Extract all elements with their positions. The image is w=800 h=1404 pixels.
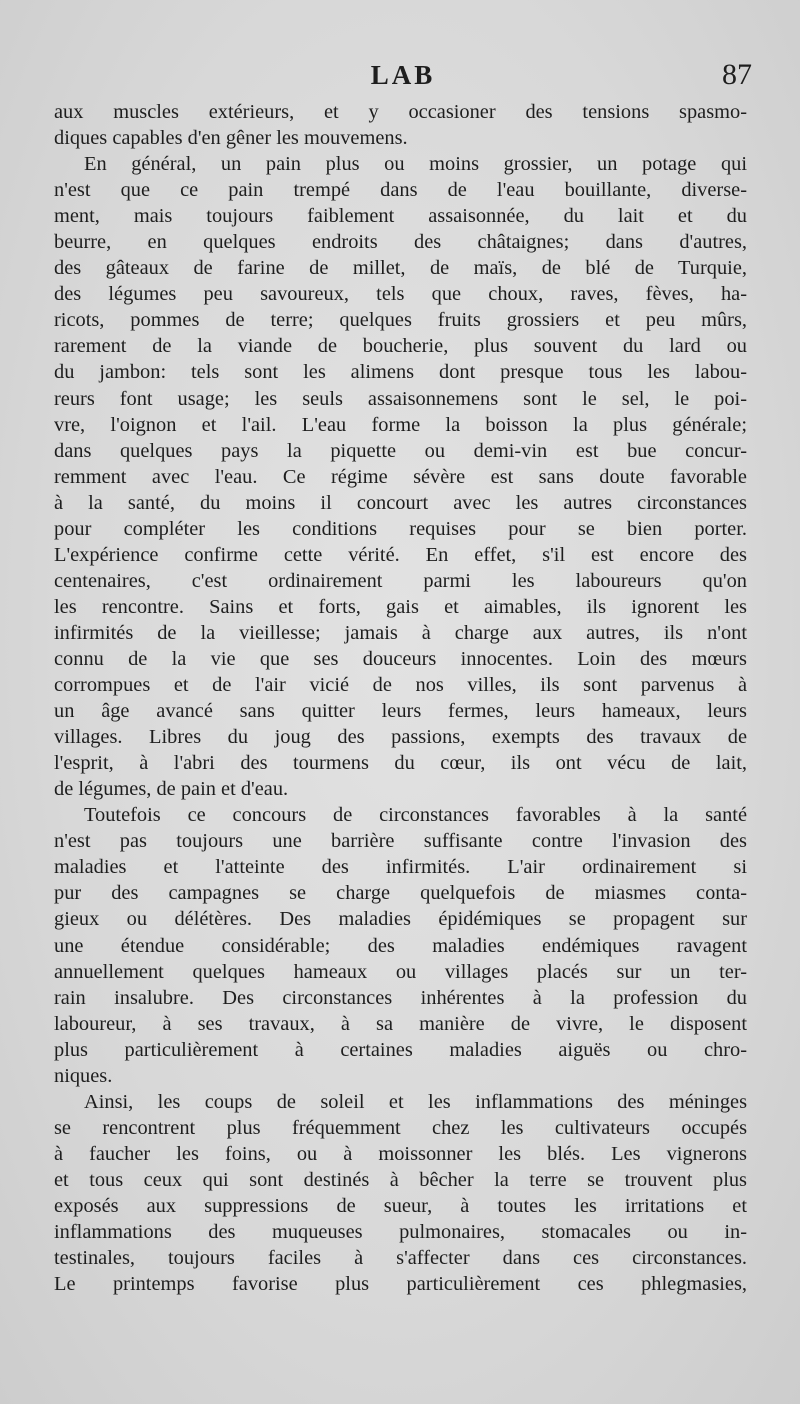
text-line: à la santé, du moins il concourt avec les autres circonstances bbox=[54, 491, 747, 514]
text-line: un âge avancé sans quitter leurs fermes, leurs hameaux, leurs bbox=[54, 700, 747, 723]
paragraph-start-line: En général, un pain plus ou moins grossier, un potage qui bbox=[84, 153, 747, 176]
text-line: diques capables d'en gêner les mouvemens. bbox=[54, 127, 408, 150]
running-head: LAB bbox=[370, 60, 436, 90]
text-line: remment avec l'eau. Ce régime sévère est sans doute favorable bbox=[54, 465, 747, 488]
text-line: une étendue considérable; des maladies endémiques ravagent bbox=[54, 934, 747, 957]
text-line: n'est que ce pain trempé dans de l'eau bouillante, diverse- bbox=[54, 179, 747, 202]
text-line: des légumes peu savoureux, tels que choux, raves, fèves, ha- bbox=[54, 283, 747, 306]
text-line: du jambon: tels sont les alimens dont presque tous les labou- bbox=[54, 361, 747, 384]
text-line: niques. bbox=[54, 1064, 113, 1087]
page-header bbox=[54, 60, 752, 100]
text-line: laboureur, à ses travaux, à sa manière de vivre, le disposent bbox=[54, 1012, 747, 1035]
text-line: et tous ceux qui sont destinés à bêcher la terre se trouvent plus bbox=[54, 1168, 747, 1191]
text-line: exposés aux suppressions de sueur, à toutes les irritations et bbox=[54, 1194, 747, 1217]
text-line: connu de la vie que ses douceurs innocentes. Loin des mœurs bbox=[54, 647, 747, 670]
text-line: reurs font usage; les seuls assaisonnemens sont le sel, le poi- bbox=[54, 387, 747, 410]
text-line: inflammations des muqueuses pulmonaires, stomacales ou in- bbox=[54, 1221, 747, 1244]
text-line: pour compléter les conditions requises pour se bien porter. bbox=[54, 517, 747, 540]
body-text bbox=[54, 99, 747, 1297]
text-line: aux muscles extérieurs, et y occasioner des tensions spasmo- bbox=[54, 101, 747, 123]
text-line: à faucher les foins, ou à moissonner les blés. Les vignerons bbox=[54, 1142, 747, 1165]
paragraph-start-line: Ainsi, les coups de soleil et les inflammations des méninges bbox=[84, 1090, 747, 1113]
text-line: rain insalubre. Des circonstances inhérentes à la profession du bbox=[54, 986, 747, 1009]
text-line: ment, mais toujours faiblement assaisonnée, du lait et du bbox=[54, 205, 747, 228]
text-line: Le printemps favorise plus particulièrement ces phlegmasies, bbox=[54, 1273, 747, 1296]
text-line: L'expérience confirme cette vérité. En effet, s'il est encore des bbox=[54, 543, 747, 566]
text-line: gieux ou délétères. Des maladies épidémiques se propagent sur bbox=[54, 908, 747, 931]
text-line: l'esprit, à l'abri des tourmens du cœur, ils ont vécu de lait, bbox=[54, 752, 747, 775]
text-line: infirmités de la vieillesse; jamais à charge aux autres, ils n'ont bbox=[54, 621, 747, 644]
text-line: centenaires, c'est ordinairement parmi les laboureurs qu'on bbox=[54, 569, 747, 592]
text-line: pur des campagnes se charge quelquefois de miasmes conta- bbox=[54, 882, 747, 905]
text-line: beurre, en quelques endroits des châtaignes; dans d'autres, bbox=[54, 231, 747, 254]
text-line: les rencontre. Sains et forts, gais et aimables, ils ignorent les bbox=[54, 595, 747, 618]
paragraph-start-line: Toutefois ce concours de circonstances favorables à la santé bbox=[84, 804, 747, 827]
text-line: n'est pas toujours une barrière suffisante contre l'invasion des bbox=[54, 830, 747, 853]
text-line: vre, l'oignon et l'ail. L'eau forme la boisson la plus générale; bbox=[54, 413, 747, 436]
text-line: villages. Libres du joug des passions, exempts des travaux de bbox=[54, 726, 747, 749]
page-number: 87 bbox=[722, 58, 752, 91]
text-line: ricots, pommes de terre; quelques fruits grossiers et peu mûrs, bbox=[54, 309, 747, 332]
text-line: annuellement quelques hameaux ou villages placés sur un ter- bbox=[54, 960, 747, 983]
text-line: se rencontrent plus fréquemment chez les cultivateurs occupés bbox=[54, 1116, 747, 1139]
text-line: des gâteaux de farine de millet, de maïs, de blé de Turquie, bbox=[54, 257, 747, 280]
text-line: corrompues et de l'air vicié de nos villes, ils sont parvenus à bbox=[54, 674, 747, 697]
text-line: dans quelques pays la piquette ou demi-vin est bue concur- bbox=[54, 439, 747, 462]
text-line: testinales, toujours faciles à s'affecter dans ces circonstances. bbox=[54, 1247, 747, 1270]
text-line: maladies et l'atteinte des infirmités. L'air ordinairement si bbox=[54, 856, 747, 879]
text-line: de légumes, de pain et d'eau. bbox=[54, 778, 289, 801]
text-line: rarement de la viande de boucherie, plus souvent du lard ou bbox=[54, 335, 747, 358]
text-line: plus particulièrement à certaines maladies aiguës ou chro- bbox=[54, 1038, 747, 1061]
